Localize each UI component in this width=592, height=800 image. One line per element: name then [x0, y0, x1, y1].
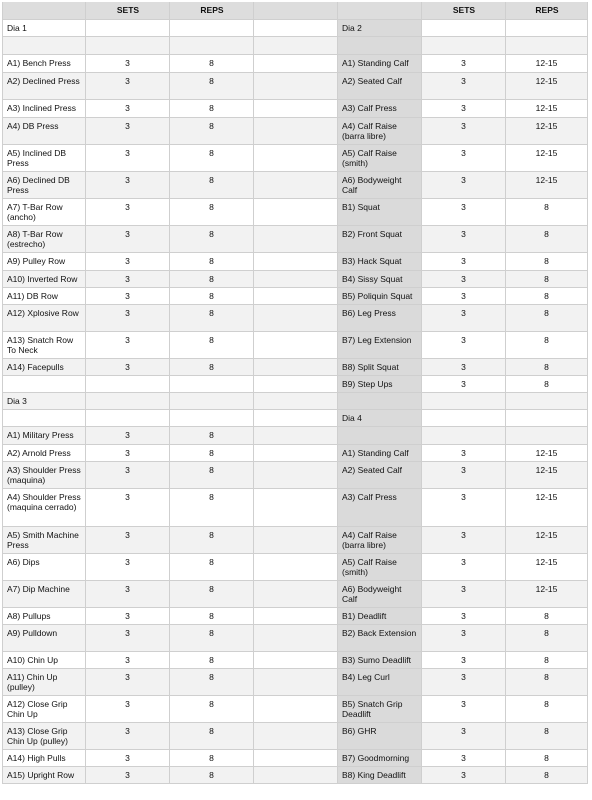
sets-cell[interactable]: 3: [86, 427, 170, 445]
table-row: [2, 172, 588, 199]
day-title-cell[interactable]: Dia 3: [2, 393, 86, 410]
reps-cell[interactable]: 8: [506, 253, 588, 271]
exercise-cell[interactable]: A13) Close Grip Chin Up (pulley): [2, 723, 86, 750]
reps-cell[interactable]: 8: [506, 332, 588, 359]
table-row: [2, 608, 588, 625]
sets-cell[interactable]: 3: [86, 288, 170, 305]
reps-cell[interactable]: 8: [170, 527, 254, 554]
table-row: [2, 723, 588, 750]
table-row: [2, 145, 588, 172]
sets-cell[interactable]: 3: [422, 445, 506, 462]
header-sets[interactable]: SETS: [86, 2, 170, 20]
table-row: [2, 226, 588, 253]
exercise-cell[interactable]: A2) Seated Calf: [338, 462, 422, 489]
sets-cell[interactable]: 3: [422, 669, 506, 696]
sets-cell[interactable]: 3: [86, 767, 170, 784]
reps-cell[interactable]: 8: [170, 669, 254, 696]
sets-cell[interactable]: 3: [422, 305, 506, 332]
sets-cell[interactable]: 3: [86, 723, 170, 750]
spacer-cell[interactable]: [254, 376, 338, 393]
table-row: [2, 462, 588, 489]
reps-cell[interactable]: 8: [506, 199, 588, 226]
spacer-cell[interactable]: [254, 669, 338, 696]
sets-cell[interactable]: 3: [86, 554, 170, 581]
sets-cell[interactable]: 3: [86, 172, 170, 199]
table-row: [2, 305, 588, 332]
table-row: [2, 288, 588, 305]
reps-cell[interactable]: 8: [170, 199, 254, 226]
day-title-cell[interactable]: Dia 4: [338, 410, 422, 427]
spacer-cell[interactable]: [254, 608, 338, 625]
reps-cell[interactable]: 8: [170, 332, 254, 359]
table-row: [2, 118, 588, 145]
sets-cell[interactable]: 3: [422, 118, 506, 145]
exercise-cell[interactable]: B9) Step Ups: [338, 376, 422, 393]
spacer-cell[interactable]: [254, 445, 338, 462]
spacer-cell[interactable]: [254, 55, 338, 73]
sets-cell[interactable]: 3: [86, 696, 170, 723]
exercise-cell[interactable]: A2) Seated Calf: [338, 73, 422, 100]
reps-cell[interactable]: 8: [506, 625, 588, 652]
reps-cell[interactable]: [170, 376, 254, 393]
exercise-cell[interactable]: A4) Calf Raise (barra libre): [338, 118, 422, 145]
table-row: [2, 581, 588, 608]
sets-cell[interactable]: [422, 20, 506, 37]
exercise-cell[interactable]: A15) Upright Row: [2, 767, 86, 784]
exercise-cell[interactable]: [2, 37, 86, 55]
sets-cell[interactable]: 3: [422, 608, 506, 625]
header-reps[interactable]: REPS: [506, 2, 588, 20]
table-row: [2, 359, 588, 376]
sets-cell[interactable]: 3: [422, 581, 506, 608]
sets-cell[interactable]: 3: [422, 527, 506, 554]
exercise-cell[interactable]: A6) Declined DB Press: [2, 172, 86, 199]
exercise-cell[interactable]: A7) Dip Machine: [2, 581, 86, 608]
spacer-cell[interactable]: [254, 20, 338, 37]
exercise-cell[interactable]: [338, 37, 422, 55]
header-cell[interactable]: [2, 2, 86, 20]
sets-cell[interactable]: 3: [422, 376, 506, 393]
reps-cell[interactable]: 8: [506, 288, 588, 305]
exercise-cell[interactable]: A10) Chin Up: [2, 652, 86, 669]
table-row: [2, 37, 588, 55]
reps-cell[interactable]: 12-15: [506, 100, 588, 118]
reps-cell[interactable]: 8: [170, 118, 254, 145]
sets-cell[interactable]: 3: [422, 489, 506, 527]
table-row: [2, 100, 588, 118]
reps-cell[interactable]: 8: [170, 445, 254, 462]
exercise-cell[interactable]: [2, 376, 86, 393]
exercise-cell[interactable]: A5) Calf Raise (smith): [338, 554, 422, 581]
spacer-cell[interactable]: [254, 767, 338, 784]
reps-cell[interactable]: 8: [170, 427, 254, 445]
reps-cell[interactable]: 8: [170, 652, 254, 669]
sets-cell[interactable]: 3: [422, 652, 506, 669]
spacer-cell[interactable]: [254, 410, 338, 427]
sets-cell[interactable]: 3: [422, 625, 506, 652]
table-row: [2, 393, 588, 410]
header-cell[interactable]: [254, 2, 338, 20]
table-row: [2, 625, 588, 652]
exercise-cell[interactable]: A1) Bench Press: [2, 55, 86, 73]
sets-cell[interactable]: 3: [86, 226, 170, 253]
table-row: [2, 427, 588, 445]
exercise-cell[interactable]: A9) Pulldown: [2, 625, 86, 652]
sets-cell[interactable]: [422, 410, 506, 427]
table-row: [2, 253, 588, 271]
exercise-cell[interactable]: A6) Bodyweight Calf: [338, 172, 422, 199]
table-row: [2, 750, 588, 767]
exercise-cell[interactable]: A1) Standing Calf: [338, 445, 422, 462]
sets-cell[interactable]: 3: [422, 750, 506, 767]
reps-cell[interactable]: 8: [170, 359, 254, 376]
sets-cell[interactable]: 3: [86, 118, 170, 145]
reps-cell[interactable]: 8: [506, 669, 588, 696]
reps-cell[interactable]: 12-15: [506, 445, 588, 462]
exercise-cell[interactable]: A7) T-Bar Row (ancho): [2, 199, 86, 226]
reps-cell[interactable]: 12-15: [506, 527, 588, 554]
exercise-cell[interactable]: [2, 410, 86, 427]
table-row: [2, 20, 588, 37]
exercise-cell[interactable]: B2) Front Squat: [338, 226, 422, 253]
spacer-cell[interactable]: [254, 73, 338, 100]
spacer-cell[interactable]: [254, 199, 338, 226]
reps-cell[interactable]: 8: [170, 271, 254, 288]
table-row: [2, 554, 588, 581]
exercise-cell[interactable]: A3) Shoulder Press (maquina): [2, 462, 86, 489]
sets-cell[interactable]: 3: [86, 55, 170, 73]
spacer-cell[interactable]: [254, 253, 338, 271]
spacer-cell[interactable]: [254, 427, 338, 445]
reps-cell[interactable]: 8: [170, 100, 254, 118]
table-row: [2, 489, 588, 527]
exercise-cell[interactable]: B4) Sissy Squat: [338, 271, 422, 288]
exercise-cell[interactable]: A6) Dips: [2, 554, 86, 581]
spacer-cell[interactable]: [254, 305, 338, 332]
spacer-cell[interactable]: [254, 288, 338, 305]
exercise-cell[interactable]: A12) Xplosive Row: [2, 305, 86, 332]
spacer-cell[interactable]: [254, 359, 338, 376]
sets-cell[interactable]: 3: [86, 527, 170, 554]
reps-cell[interactable]: 8: [170, 145, 254, 172]
reps-cell[interactable]: [506, 37, 588, 55]
spacer-cell[interactable]: [254, 271, 338, 288]
exercise-cell[interactable]: A10) Inverted Row: [2, 271, 86, 288]
sets-cell[interactable]: 3: [422, 172, 506, 199]
spacer-cell[interactable]: [254, 625, 338, 652]
sets-cell[interactable]: 3: [422, 271, 506, 288]
sets-cell[interactable]: 3: [86, 73, 170, 100]
exercise-cell[interactable]: A4) Shoulder Press (maquina cerrado): [2, 489, 86, 527]
reps-cell[interactable]: 8: [170, 489, 254, 527]
sets-cell[interactable]: [86, 20, 170, 37]
reps-cell[interactable]: 8: [170, 288, 254, 305]
sets-cell[interactable]: 3: [86, 145, 170, 172]
sets-cell[interactable]: 3: [86, 100, 170, 118]
table-body: [2, 20, 588, 784]
header-reps[interactable]: REPS: [170, 2, 254, 20]
reps-cell[interactable]: [506, 427, 588, 445]
exercise-cell[interactable]: [338, 393, 422, 410]
table-row: [2, 73, 588, 100]
reps-cell[interactable]: 8: [170, 696, 254, 723]
spacer-cell[interactable]: [254, 226, 338, 253]
reps-cell[interactable]: [170, 393, 254, 410]
spacer-cell[interactable]: [254, 100, 338, 118]
exercise-cell[interactable]: B6) Leg Press: [338, 305, 422, 332]
table-row: [2, 199, 588, 226]
sets-cell[interactable]: 3: [86, 462, 170, 489]
sets-cell[interactable]: 3: [86, 199, 170, 226]
spacer-cell[interactable]: [254, 696, 338, 723]
table-row: [2, 445, 588, 462]
reps-cell[interactable]: 12-15: [506, 581, 588, 608]
spacer-cell[interactable]: [254, 332, 338, 359]
reps-cell[interactable]: 8: [170, 55, 254, 73]
sets-cell[interactable]: 3: [422, 696, 506, 723]
table-row: [2, 527, 588, 554]
spacer-cell[interactable]: [254, 462, 338, 489]
table-row: [2, 669, 588, 696]
sets-cell[interactable]: 3: [86, 332, 170, 359]
sets-cell[interactable]: [422, 393, 506, 410]
reps-cell[interactable]: 12-15: [506, 118, 588, 145]
reps-cell[interactable]: 8: [506, 767, 588, 784]
reps-cell[interactable]: 8: [506, 305, 588, 332]
reps-cell[interactable]: 8: [506, 608, 588, 625]
exercise-cell[interactable]: A5) Smith Machine Press: [2, 527, 86, 554]
exercise-cell[interactable]: A11) Chin Up (pulley): [2, 669, 86, 696]
reps-cell[interactable]: [506, 393, 588, 410]
sets-cell[interactable]: 3: [422, 359, 506, 376]
exercise-cell[interactable]: B7) Leg Extension: [338, 332, 422, 359]
sets-cell[interactable]: [422, 37, 506, 55]
reps-cell[interactable]: 8: [170, 750, 254, 767]
exercise-cell[interactable]: A8) T-Bar Row (estrecho): [2, 226, 86, 253]
reps-cell[interactable]: 8: [170, 581, 254, 608]
sets-cell[interactable]: 3: [422, 462, 506, 489]
exercise-cell[interactable]: B3) Hack Squat: [338, 253, 422, 271]
reps-cell[interactable]: 8: [506, 652, 588, 669]
exercise-cell[interactable]: A8) Pullups: [2, 608, 86, 625]
spacer-cell[interactable]: [254, 172, 338, 199]
sets-cell[interactable]: 3: [86, 305, 170, 332]
spreadsheet-table: [2, 2, 588, 784]
exercise-cell[interactable]: B2) Back Extension: [338, 625, 422, 652]
reps-cell[interactable]: 8: [506, 359, 588, 376]
exercise-cell[interactable]: B5) Snatch Grip Deadlift: [338, 696, 422, 723]
reps-cell[interactable]: 8: [506, 696, 588, 723]
sets-cell[interactable]: 3: [422, 73, 506, 100]
sets-cell[interactable]: 3: [422, 55, 506, 73]
reps-cell[interactable]: 8: [170, 723, 254, 750]
table-row: [2, 652, 588, 669]
sets-cell[interactable]: [422, 427, 506, 445]
reps-cell[interactable]: 12-15: [506, 145, 588, 172]
table-row: [2, 410, 588, 427]
sets-cell[interactable]: 3: [422, 253, 506, 271]
spacer-cell[interactable]: [254, 652, 338, 669]
exercise-cell[interactable]: B1) Squat: [338, 199, 422, 226]
reps-cell[interactable]: [506, 20, 588, 37]
reps-cell[interactable]: 12-15: [506, 489, 588, 527]
reps-cell[interactable]: 12-15: [506, 554, 588, 581]
sets-cell[interactable]: 3: [86, 669, 170, 696]
sets-cell[interactable]: 3: [86, 750, 170, 767]
exercise-cell[interactable]: A4) Calf Raise (barra libre): [338, 527, 422, 554]
exercise-cell[interactable]: A13) Snatch Row To Neck: [2, 332, 86, 359]
exercise-cell[interactable]: B8) King Deadlift: [338, 767, 422, 784]
header-cell[interactable]: [338, 2, 422, 20]
sets-cell[interactable]: 3: [422, 199, 506, 226]
exercise-cell[interactable]: B6) GHR: [338, 723, 422, 750]
sets-cell[interactable]: 3: [422, 100, 506, 118]
sets-cell[interactable]: 3: [86, 253, 170, 271]
exercise-cell[interactable]: B4) Leg Curl: [338, 669, 422, 696]
sets-cell[interactable]: [86, 410, 170, 427]
spacer-cell[interactable]: [254, 750, 338, 767]
exercise-cell[interactable]: B7) Goodmorning: [338, 750, 422, 767]
reps-cell[interactable]: 8: [170, 767, 254, 784]
sets-cell[interactable]: 3: [422, 767, 506, 784]
reps-cell[interactable]: 8: [170, 172, 254, 199]
sets-cell[interactable]: 3: [86, 581, 170, 608]
reps-cell[interactable]: 8: [506, 376, 588, 393]
exercise-cell[interactable]: A2) Arnold Press: [2, 445, 86, 462]
exercise-cell[interactable]: A2) Declined Press: [2, 73, 86, 100]
reps-cell[interactable]: 8: [170, 73, 254, 100]
sets-cell[interactable]: 3: [86, 652, 170, 669]
reps-cell[interactable]: 8: [170, 608, 254, 625]
sets-cell[interactable]: [86, 37, 170, 55]
sets-cell[interactable]: 3: [86, 271, 170, 288]
reps-cell[interactable]: 8: [170, 226, 254, 253]
reps-cell[interactable]: [170, 410, 254, 427]
reps-cell[interactable]: 8: [170, 305, 254, 332]
reps-cell[interactable]: 8: [170, 253, 254, 271]
spacer-cell[interactable]: [254, 723, 338, 750]
sets-cell[interactable]: 3: [86, 359, 170, 376]
sets-cell[interactable]: 3: [422, 723, 506, 750]
day-title-cell[interactable]: Dia 1: [2, 20, 86, 37]
sets-cell[interactable]: 3: [422, 288, 506, 305]
exercise-cell[interactable]: A3) Calf Press: [338, 100, 422, 118]
reps-cell[interactable]: 12-15: [506, 462, 588, 489]
exercise-cell[interactable]: A9) Pulley Row: [2, 253, 86, 271]
sets-cell[interactable]: 3: [422, 145, 506, 172]
exercise-cell[interactable]: A3) Inclined Press: [2, 100, 86, 118]
reps-cell[interactable]: 8: [506, 226, 588, 253]
sets-cell[interactable]: 3: [86, 489, 170, 527]
exercise-cell[interactable]: A14) High Pulls: [2, 750, 86, 767]
reps-cell[interactable]: [170, 20, 254, 37]
exercise-cell[interactable]: B3) Sumo Deadlift: [338, 652, 422, 669]
exercise-cell[interactable]: B5) Poliquin Squat: [338, 288, 422, 305]
reps-cell[interactable]: 12-15: [506, 172, 588, 199]
reps-cell[interactable]: [170, 37, 254, 55]
exercise-cell[interactable]: A11) DB Row: [2, 288, 86, 305]
reps-cell[interactable]: 12-15: [506, 55, 588, 73]
reps-cell[interactable]: [506, 410, 588, 427]
sets-cell[interactable]: 3: [422, 332, 506, 359]
exercise-cell[interactable]: A5) Calf Raise (smith): [338, 145, 422, 172]
sets-cell[interactable]: 3: [86, 608, 170, 625]
sets-cell[interactable]: 3: [422, 554, 506, 581]
exercise-cell[interactable]: A3) Calf Press: [338, 489, 422, 527]
table-row: [2, 376, 588, 393]
exercise-cell[interactable]: A1) Military Press: [2, 427, 86, 445]
sets-cell[interactable]: 3: [422, 226, 506, 253]
spacer-cell[interactable]: [254, 489, 338, 527]
reps-cell[interactable]: 8: [170, 462, 254, 489]
spacer-cell[interactable]: [254, 37, 338, 55]
exercise-cell[interactable]: A5) Inclined DB Press: [2, 145, 86, 172]
spacer-cell[interactable]: [254, 581, 338, 608]
spacer-cell[interactable]: [254, 145, 338, 172]
spacer-cell[interactable]: [254, 118, 338, 145]
table-row: [2, 55, 588, 73]
exercise-cell[interactable]: B1) Deadlift: [338, 608, 422, 625]
table-row: [2, 332, 588, 359]
sets-cell[interactable]: 3: [86, 625, 170, 652]
day-title-cell[interactable]: Dia 2: [338, 20, 422, 37]
sets-cell[interactable]: [86, 393, 170, 410]
sets-cell[interactable]: 3: [86, 445, 170, 462]
reps-cell[interactable]: 12-15: [506, 73, 588, 100]
table-row: [2, 696, 588, 723]
exercise-cell[interactable]: A12) Close Grip Chin Up: [2, 696, 86, 723]
exercise-cell[interactable]: A14) Facepulls: [2, 359, 86, 376]
table-row: [2, 271, 588, 288]
reps-cell[interactable]: 8: [170, 625, 254, 652]
reps-cell[interactable]: 8: [506, 271, 588, 288]
spacer-cell[interactable]: [254, 554, 338, 581]
table-row: [2, 767, 588, 784]
exercise-cell[interactable]: A1) Standing Calf: [338, 55, 422, 73]
reps-cell[interactable]: 8: [506, 750, 588, 767]
exercise-cell[interactable]: [338, 427, 422, 445]
header-sets[interactable]: SETS: [422, 2, 506, 20]
reps-cell[interactable]: 8: [506, 723, 588, 750]
spacer-cell[interactable]: [254, 393, 338, 410]
sets-cell[interactable]: [86, 376, 170, 393]
spacer-cell[interactable]: [254, 527, 338, 554]
exercise-cell[interactable]: B8) Split Squat: [338, 359, 422, 376]
reps-cell[interactable]: 8: [170, 554, 254, 581]
header-row: [2, 2, 588, 20]
exercise-cell[interactable]: A4) DB Press: [2, 118, 86, 145]
exercise-cell[interactable]: A6) Bodyweight Calf: [338, 581, 422, 608]
